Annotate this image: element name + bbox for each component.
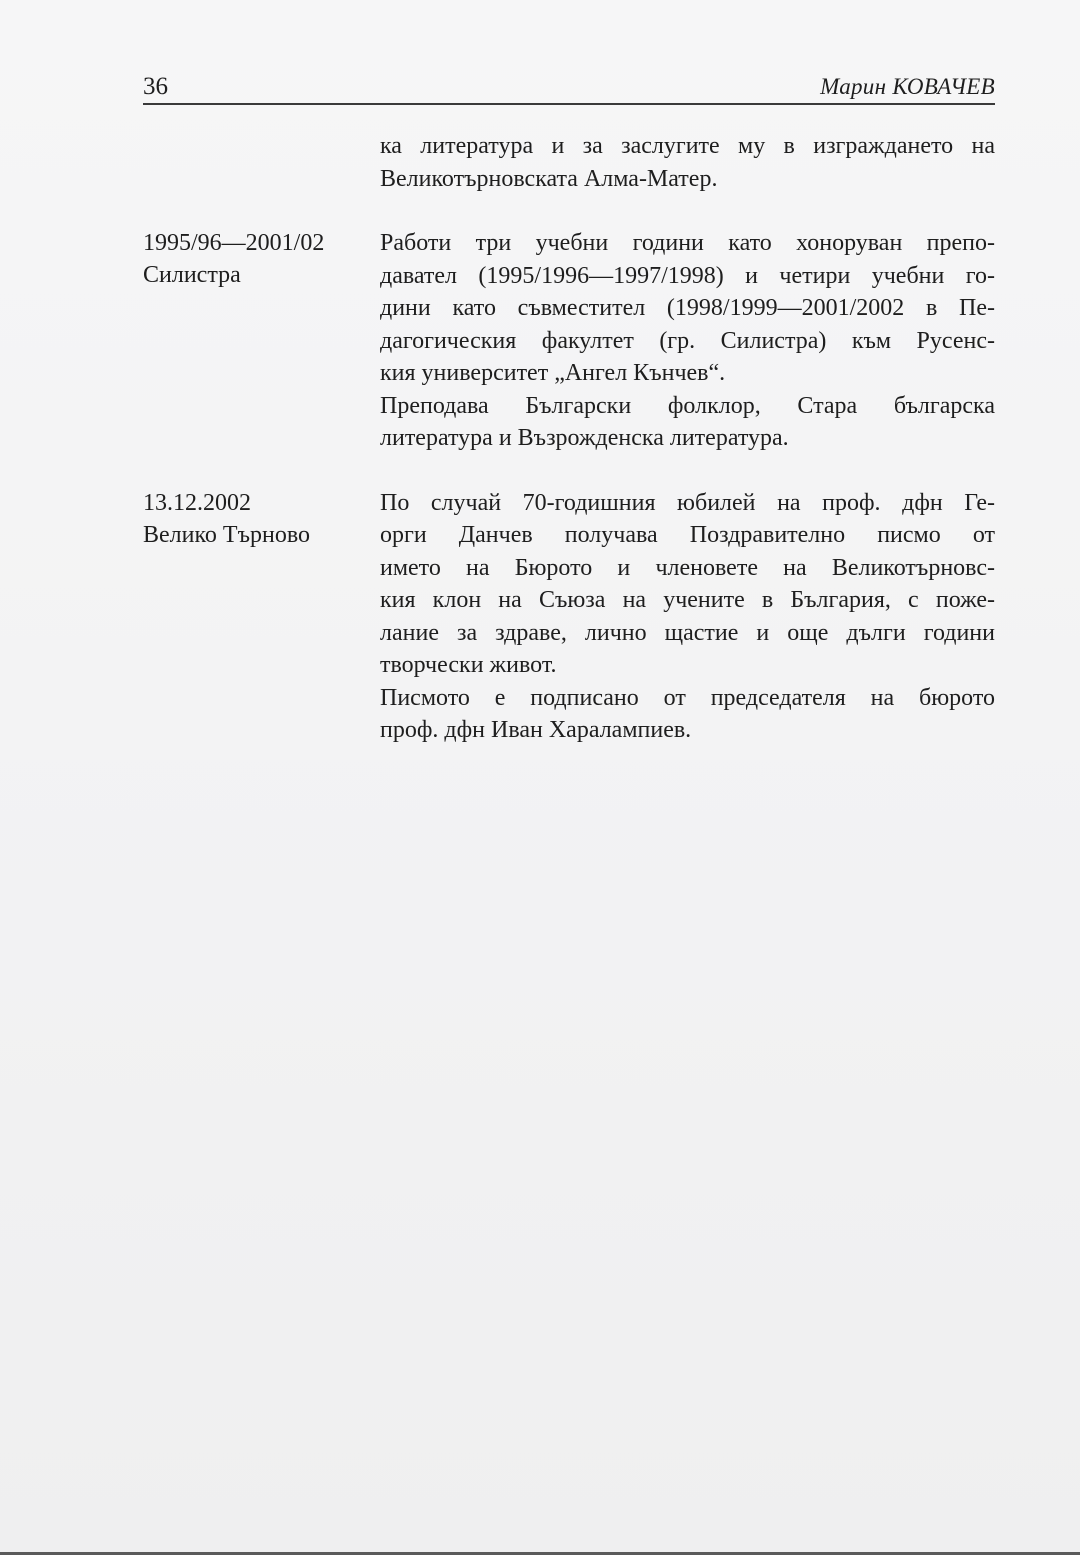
text-line: проф. дфн Иван Харалампиев. (380, 717, 692, 743)
entry-place: Силистра (143, 262, 241, 288)
chronology-entry (143, 227, 995, 455)
entry-date: 13.12.2002 (143, 489, 251, 516)
entry-meta (143, 227, 380, 455)
entry-place: Велико Търново (143, 521, 311, 548)
text-line: Работи три учебни години като хоноруван препо- (380, 230, 995, 256)
text-line: По случай 70-годишния юбилей на проф. дфн Ге- (380, 489, 995, 516)
running-head: Марин КОВАЧЕВ (820, 74, 995, 99)
chronology-entries (143, 130, 995, 779)
entry-text (380, 227, 995, 455)
text-line: името на Бюрото и членовете на Великотърновс- (380, 554, 995, 581)
text-line: кия клон на Съюза на учените в България, с поже- (380, 587, 995, 613)
entry-meta (143, 487, 380, 747)
page-header (143, 72, 995, 102)
text-line: дини като съвместител (1998/1999—2001/2002 в Пе- (380, 295, 995, 321)
text-line: давател (1995/1996—1997/1998) и четири учебни го- (380, 262, 995, 289)
entry-meta (143, 130, 380, 195)
text-line: орги Данчев получава Поздравително писмо от (380, 522, 995, 548)
text-line: Великотърновската Алма-Матер. (380, 165, 718, 192)
text-line: ка литература и за заслугите му в изграждането на (380, 133, 995, 159)
page-number: 36 (143, 73, 168, 100)
entry-text (380, 130, 995, 195)
text-line: литература и Възрожденска литература. (380, 425, 789, 451)
text-line: Преподава Български фолклор, Стара българска (380, 392, 995, 419)
header-rule (143, 103, 995, 105)
chronology-entry (143, 487, 995, 747)
text-line: Писмото е подписано от председателя на бюрото (380, 684, 995, 711)
text-line: лание за здраве, лично щастие и още дълги години (380, 619, 995, 646)
entry-date: 1995/96—2001/02 (143, 230, 325, 256)
text-line: дагогическия факултет (гр. Силистра) към Русенс- (380, 327, 995, 354)
text-line: кия университет „Ангел Кънчев“. (380, 360, 726, 386)
chronology-entry (143, 130, 995, 195)
text-line: творчески живот. (380, 652, 557, 678)
entry-text (380, 487, 995, 747)
